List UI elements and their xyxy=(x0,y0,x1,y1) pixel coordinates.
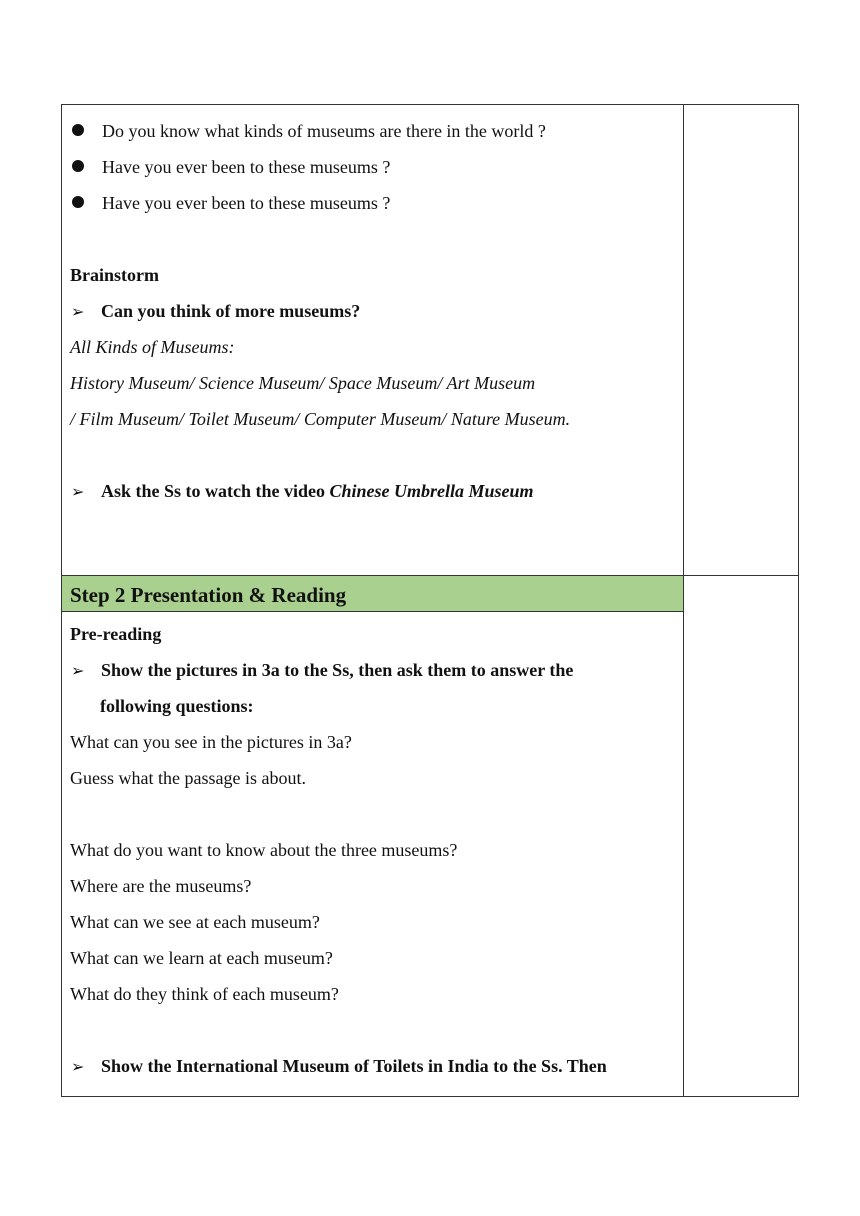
bullet-item: Do you know what kinds of museums are there in the world ? xyxy=(70,113,683,149)
question: Guess what the passage is about. xyxy=(70,768,306,788)
table-row xyxy=(62,575,798,1096)
side-cell xyxy=(684,576,798,1096)
arrow-bullet-icon: ➢ xyxy=(71,1059,85,1076)
brainstorm-question: ➢ Can you think of more museums? xyxy=(70,293,683,329)
question: What can we see at each museum? xyxy=(70,912,320,932)
brainstorm-heading: Brainstorm xyxy=(70,265,159,285)
bullet-item: Have you ever been to these museums ? xyxy=(70,185,683,221)
question: What do they think of each museum? xyxy=(70,984,339,1004)
table-row xyxy=(62,105,798,575)
bullet-dot-icon xyxy=(72,160,84,172)
main-cell xyxy=(62,576,684,1096)
question: Where are the museums? xyxy=(70,876,252,896)
show-instruction-cont: following questions: xyxy=(100,696,254,716)
step-heading: Step 2 Presentation & Reading xyxy=(62,576,683,612)
show-instruction: ➢ Show the pictures in 3a to the Ss, then ask them to answer the xyxy=(70,652,683,688)
toilet-museum-instruction: ➢ Show the International Museum of Toilets in India to the Ss. Then xyxy=(70,1048,683,1084)
kinds-line: History Museum/ Science Museum/ Space Museum/ Art Museum xyxy=(70,373,536,393)
main-cell xyxy=(62,105,684,575)
bullet-dot-icon xyxy=(72,124,84,136)
arrow-bullet-icon: ➢ xyxy=(71,304,85,321)
question: What can we learn at each museum? xyxy=(70,948,333,968)
kinds-label: All Kinds of Museums: xyxy=(70,337,235,357)
video-instruction: ➢ Ask the Ss to watch the video Chinese Umbrella Museum xyxy=(70,473,683,509)
video-title: Chinese Umbrella Museum xyxy=(329,481,534,501)
pre-reading-heading: Pre-reading xyxy=(70,624,162,644)
bullet-dot-icon xyxy=(72,196,84,208)
question: What can you see in the pictures in 3a? xyxy=(70,732,352,752)
arrow-bullet-icon: ➢ xyxy=(71,484,85,501)
bullet-item: Have you ever been to these museums ? xyxy=(70,149,683,185)
lesson-table xyxy=(61,104,799,1097)
kinds-line: / Film Museum/ Toilet Museum/ Computer Museum/ Nature Museum. xyxy=(70,409,571,429)
side-cell xyxy=(684,105,798,575)
arrow-bullet-icon: ➢ xyxy=(71,663,85,680)
question: What do you want to know about the three museums? xyxy=(70,840,458,860)
